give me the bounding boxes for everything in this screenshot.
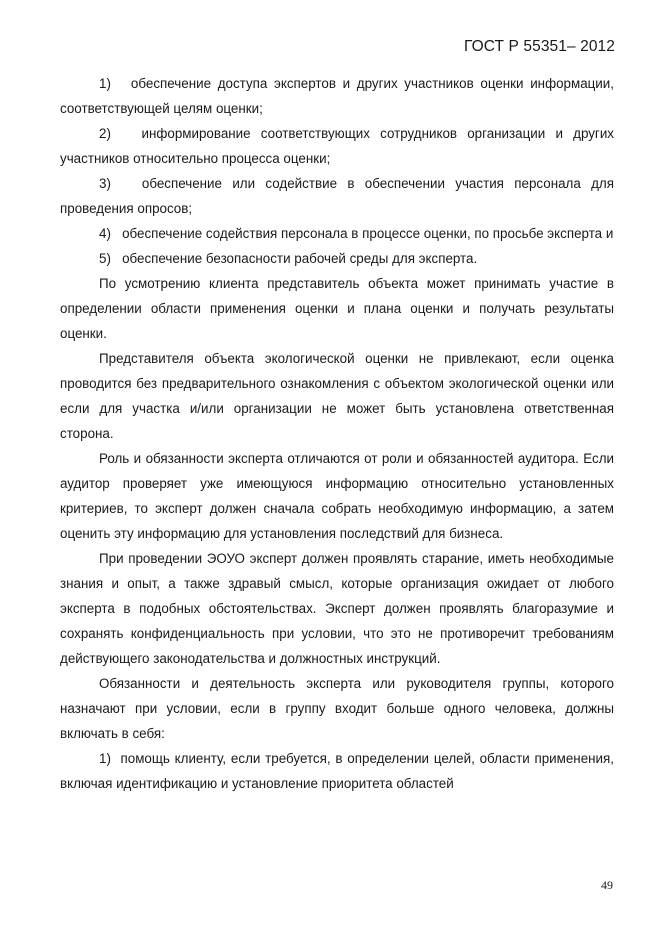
paragraph-expert-role: Роль и обязанности эксперта отличаются от роли и обязанностей аудитора. Если аудитор проверяет уже имеющуюся информацию относительно установленных критериев, то эксперт должен сначала собрать необходимую информацию, а затем оценить эту информацию для установления последствий для бизнеса. xyxy=(60,451,614,541)
list-item-5: 5) обеспечение безопасности рабочей среды для эксперта. xyxy=(99,251,478,266)
paragraph-client-discretion: По усмотрению клиента представитель объекта может принимать участие в определении области применения оценки и плана оценки и получать результаты оценки. xyxy=(60,276,614,341)
list-item-3: 3) обеспечение или содействие в обеспечении участия персонала для проведения опросов; xyxy=(60,176,614,216)
document-id: ГОСТ Р 55351– 2012 xyxy=(464,38,615,55)
duties-item-1: 1) помощь клиенту, если требуется, в определении целей, области применения, включая идентификацию и установление приоритета областей xyxy=(60,751,614,791)
page-footer xyxy=(601,878,613,893)
document-header xyxy=(464,38,615,56)
paragraph-expert-conduct: При проведении ЭОУО эксперт должен проявлять старание, иметь необходимые знания и опыт, а также здравый смысл, которые организация ожидает от любого эксперта в подобных обстоятельствах. Эксперт должен проявлять благоразумие и сохранять конфиденциальность при условии, что это не противоречит требованиям действующего законодательства и должностных инструкций. xyxy=(60,551,614,666)
list-item-1: 1) обеспечение доступа экспертов и других участников оценки информации, соответствующей целям оценки; xyxy=(60,76,614,116)
page-number: 49 xyxy=(601,878,613,892)
document-body xyxy=(60,71,614,796)
list-item-4: 4) обеспечение содействия персонала в процессе оценки, по просьбе эксперта и xyxy=(99,226,614,241)
paragraph-representative: Представителя объекта экологической оценки не привлекают, если оценка проводится без предварительного ознакомления с объектом экологической оценки или если для участка и/или организации не может быть установлена ответственная сторона. xyxy=(60,351,614,441)
paragraph-duties-intro: Обязанности и деятельность эксперта или руководителя группы, которого назначают при условии, если в группу входит больше одного человека, должны включать в себя: xyxy=(60,676,614,741)
list-item-2: 2) информирование соответствующих сотрудников организации и других участников относительно процесса оценки; xyxy=(60,126,614,166)
